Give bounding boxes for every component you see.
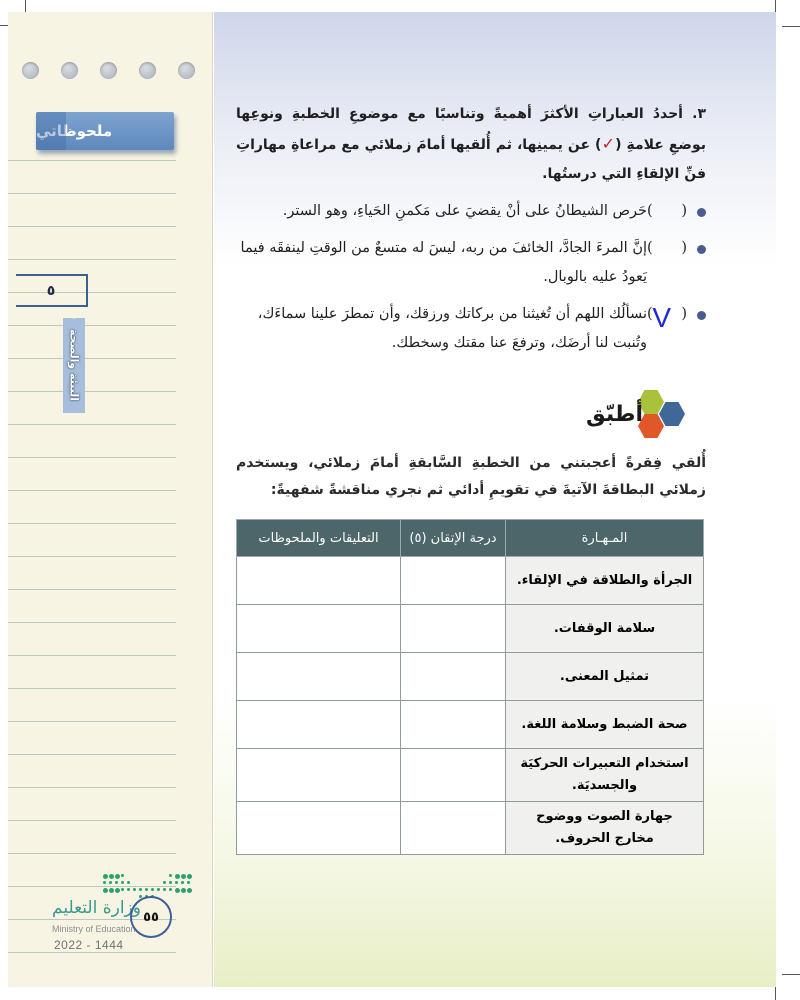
bullet-icon <box>697 311 706 320</box>
ruled-line <box>8 688 176 689</box>
logo-dot <box>181 881 184 884</box>
apply-title: أطبّق <box>586 402 644 427</box>
grade-cell[interactable] <box>401 701 506 749</box>
table-row <box>237 557 704 605</box>
logo-dot <box>163 888 166 891</box>
binder-hole-icon <box>178 62 195 79</box>
ruled-line <box>8 490 176 491</box>
logo-dot <box>121 888 124 891</box>
grade-cell[interactable] <box>401 749 506 802</box>
tab-stripe <box>36 112 66 150</box>
logo-dot <box>181 874 186 879</box>
option-text: إنَّ المرءَ الجادَّ، الخائفَ من ربه، ليسَ له متسعٌ من الوقتِ لينفقَه فيما يَعودُ عليه بالوبال. <box>240 240 647 285</box>
binder-hole-icon <box>22 62 39 79</box>
ruled-line <box>8 721 176 722</box>
ruled-line <box>8 556 176 557</box>
logo-dot <box>187 874 192 879</box>
ruled-line <box>8 820 176 821</box>
logo-dot <box>127 888 130 891</box>
evaluation-table <box>236 519 704 855</box>
logo-dot <box>139 888 142 891</box>
ruled-line <box>8 457 176 458</box>
ruled-line <box>8 853 176 854</box>
ruled-line <box>8 622 176 623</box>
table-header-row <box>237 520 704 557</box>
logo-dot <box>175 874 180 879</box>
header-grade: درجة الإتقان (٥) <box>401 520 506 557</box>
notes-cell[interactable] <box>237 557 401 605</box>
red-checkmark-icon: ✓ <box>601 134 616 153</box>
notes-cell[interactable] <box>237 802 401 855</box>
skill-cell: تمثيل المعنى. <box>506 653 704 701</box>
ruled-line <box>8 655 176 656</box>
option-item <box>236 197 706 226</box>
bullet-icon <box>697 245 706 254</box>
logo-dot <box>181 888 186 893</box>
crop-mark <box>782 974 800 975</box>
skill-cell: الجرأة والطلاقة في الإلقاء. <box>506 557 704 605</box>
grade-cell[interactable] <box>401 653 506 701</box>
logo-dot <box>187 881 190 884</box>
ministry-name-ar: وزارة التعليم <box>52 898 141 918</box>
logo-dot <box>121 881 124 884</box>
logo-dot <box>187 888 192 893</box>
skill-cell: صحة الضبط وسلامة اللغة. <box>506 701 704 749</box>
question-text-start: أحددُ العباراتِ الأكثرَ أهميةً وتناسبًا مع موضوعِ الخطبةِ ونوعِها بوضعِ علامةِ ( <box>236 106 706 153</box>
apply-instruction: أُلقي فِقرةً أعجبتني من الخطبةِ السَّابقةِ أمامَ زملائي، ويستخدم زملائي البطاقةَ الآتيةَ في تقويمِ أدائي ثم نجري مناقشةً شفهيةً: <box>236 455 706 498</box>
ruled-line <box>8 325 176 326</box>
ruled-line <box>8 259 176 260</box>
unit-title: البيئة والصحة <box>67 329 81 402</box>
answer-box[interactable]: ( ) <box>647 240 687 256</box>
unit-number: ٥ <box>46 282 56 299</box>
grade-cell[interactable] <box>401 802 506 855</box>
grade-cell[interactable] <box>401 557 506 605</box>
option-text: حَرص الشيطانُ على أنْ يقضيَ على مَكمنِ الحَياءِ، وهو الستر. <box>282 203 647 219</box>
notes-tab <box>36 112 174 150</box>
answer-box[interactable]: ( ) <box>647 203 687 219</box>
logo-dot <box>103 881 106 884</box>
ruled-line <box>8 160 176 161</box>
table-row <box>237 701 704 749</box>
option-item <box>236 300 706 358</box>
binder-hole-icon <box>100 62 117 79</box>
logo-dot <box>169 881 172 884</box>
logo-dot <box>169 888 172 891</box>
logo-dot <box>109 874 114 879</box>
ruled-line <box>8 787 176 788</box>
bullet-icon <box>697 208 706 217</box>
logo-dot <box>157 888 160 891</box>
skill-cell: استخدام التعبيرات الحركيَة والجسديَة. <box>506 749 704 802</box>
table-row <box>237 653 704 701</box>
option-item <box>236 234 706 292</box>
logo-dot <box>103 874 108 879</box>
binder-hole-icon <box>61 62 78 79</box>
ministry-year: 2022 - 1444 <box>54 938 124 952</box>
question-3 <box>236 100 706 189</box>
logo-dot <box>175 881 178 884</box>
header-skill: المـهـارة <box>506 520 704 557</box>
header-notes: التعليقات والملحوظات <box>237 520 401 557</box>
ministry-name-en: Ministry of Education <box>52 924 136 934</box>
logo-dot <box>109 881 112 884</box>
logo-dot <box>169 874 172 877</box>
table-row <box>237 749 704 802</box>
ruled-line <box>8 424 176 425</box>
unit-number-box <box>16 274 88 307</box>
table-row <box>237 605 704 653</box>
notes-cell[interactable] <box>237 749 401 802</box>
logo-dot <box>133 888 136 891</box>
logo-dot <box>115 874 120 879</box>
binder-holes <box>22 62 195 79</box>
logo-dot <box>175 888 180 893</box>
page-number <box>130 896 172 938</box>
ruled-line <box>8 523 176 524</box>
notes-cell[interactable] <box>237 605 401 653</box>
ruled-line <box>8 193 176 194</box>
handwritten-check-mark: V <box>652 302 671 333</box>
logo-dot <box>145 888 148 891</box>
option-text: نسألُك اللهم أن تُغيثنا من بركاتك ورزقك، وأن تمطرَ علينا سماءَك، وتُنبت لنا أرضَك، وترفعَ عنا مقتك وسخطك. <box>257 306 647 351</box>
answer-box[interactable]: ( ) V <box>647 302 687 333</box>
table-row <box>237 802 704 855</box>
notes-cell[interactable] <box>237 653 401 701</box>
logo-dot <box>115 881 118 884</box>
question-text-end: ) عن يمينِها، ثم أُلقيها أمامَ زملائي مع مراعاةِ مهاراتِ فنِّ الإلقاءِ التي درستُها. <box>236 137 706 182</box>
notes-cell[interactable] <box>237 701 401 749</box>
ruled-line <box>8 952 176 953</box>
grade-cell[interactable] <box>401 605 506 653</box>
ruled-line <box>8 391 176 392</box>
skill-cell: جهارة الصوت ووضوح مخارج الحروف. <box>506 802 704 855</box>
question-number: ٣. <box>692 106 706 122</box>
logo-dot <box>163 881 166 884</box>
ruled-line <box>8 358 176 359</box>
main-content <box>214 12 776 987</box>
logo-dot <box>103 888 108 893</box>
ruled-line <box>8 589 176 590</box>
ruled-line <box>8 754 176 755</box>
options-list <box>236 197 706 366</box>
notes-panel <box>8 12 213 987</box>
crop-mark <box>782 26 800 27</box>
unit-title-ribbon <box>63 318 85 413</box>
page-number-text: ٥٥ <box>143 909 159 925</box>
notes-tab-label: ملحوظاتي <box>36 122 113 140</box>
skill-cell: سلامة الوقفات. <box>506 605 704 653</box>
hexagon-blue-icon <box>659 402 685 426</box>
logo-dot <box>121 874 124 877</box>
ruled-line <box>8 226 176 227</box>
binder-hole-icon <box>139 62 156 79</box>
logo-dot <box>115 888 120 893</box>
logo-dot <box>151 888 154 891</box>
apply-section-header <box>582 390 692 446</box>
logo-dot <box>127 881 130 884</box>
logo-dot <box>109 888 114 893</box>
